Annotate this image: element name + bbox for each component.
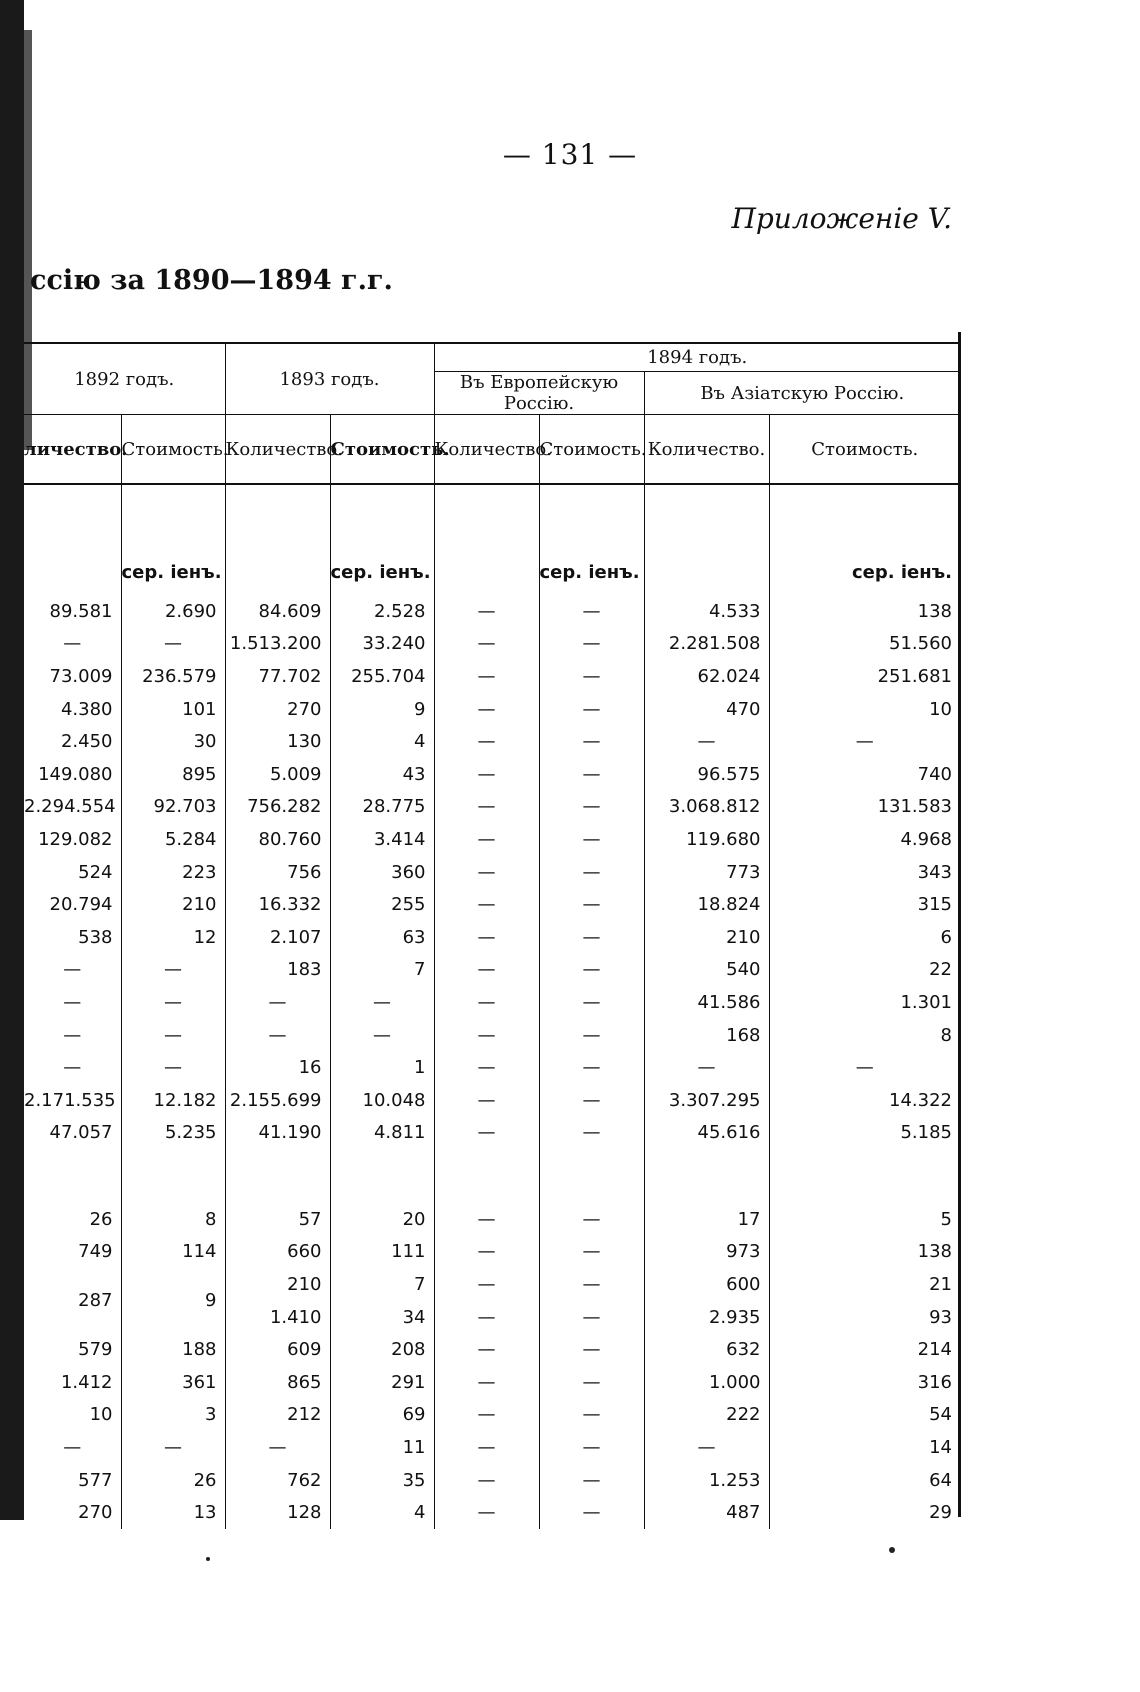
table-cell: — [539, 1333, 644, 1366]
table-cell: 63 [330, 921, 434, 954]
table-cell: 4.380 [60, 698, 113, 720]
table-cell: 16.332 [225, 888, 330, 921]
table-cell: 2.528 [330, 595, 434, 628]
table-row [24, 888, 960, 921]
table-cell [225, 484, 330, 595]
table-cell: 35 [330, 1464, 434, 1497]
unit-row [24, 484, 960, 595]
table-cell: 80.760 [225, 823, 330, 856]
table-cell: 101 [121, 693, 225, 726]
table-cell: — [539, 1301, 644, 1334]
table-cell: 1 [330, 1051, 434, 1084]
table-cell: — [121, 628, 225, 661]
table-cell: — [434, 921, 539, 954]
table-cell: — [539, 1019, 644, 1052]
table-cell: 93 [769, 1301, 960, 1334]
table-cell: — [63, 1057, 82, 1079]
table-cell: 131.583 [769, 791, 960, 824]
table-cell [225, 1149, 330, 1203]
table-cell: 84.609 [225, 595, 330, 628]
table-row [24, 693, 960, 726]
table-row [24, 758, 960, 791]
table-cell: — [644, 1051, 769, 1084]
header-1894: 1894 годъ. [434, 343, 960, 372]
table-cell: 210 [644, 921, 769, 954]
table-row [24, 1496, 960, 1529]
table-cell: 54 [769, 1399, 960, 1432]
table-cell: 43 [330, 758, 434, 791]
spacer-row [24, 1149, 960, 1203]
table-cell: — [434, 791, 539, 824]
table-cell: — [330, 1019, 434, 1052]
table-cell: 77.702 [225, 660, 330, 693]
table-cell: 251.681 [769, 660, 960, 693]
table-cell: — [539, 1084, 644, 1117]
table-cell: 119.680 [644, 823, 769, 856]
table-row [24, 1431, 960, 1464]
table-cell: 632 [644, 1333, 769, 1366]
table-cell: 255.704 [330, 660, 434, 693]
table-cell: 92.703 [121, 791, 225, 824]
table-cell: 5.284 [121, 823, 225, 856]
table-cell: 28.775 [330, 791, 434, 824]
table-cell: 4.533 [644, 595, 769, 628]
table-cell: 1.253 [644, 1464, 769, 1497]
table-cell: 208 [330, 1333, 434, 1366]
table-right-border [958, 332, 961, 1517]
col-header: Количество. [644, 415, 769, 485]
table-cell: 756 [225, 856, 330, 889]
col-header: Стоимость. [330, 415, 434, 485]
table-row [24, 856, 960, 889]
table-cell: 973 [644, 1236, 769, 1269]
table-cell: 214 [769, 1333, 960, 1366]
table-cell: — [434, 1399, 539, 1432]
col-header: Стоимость. [539, 415, 644, 485]
table-cell: — [434, 856, 539, 889]
table-cell: — [539, 1236, 644, 1269]
table-cell: 26 [89, 1208, 113, 1230]
unit-label: сер. іенъ. [330, 484, 434, 595]
table-cell: 524 [78, 861, 113, 883]
table-cell [434, 1149, 539, 1203]
table-cell: 30 [121, 725, 225, 758]
table-cell: — [434, 1051, 539, 1084]
table-cell: 609 [225, 1333, 330, 1366]
table-cell: 255 [330, 888, 434, 921]
table-cell: 10.048 [330, 1084, 434, 1117]
table-cell: 315 [769, 888, 960, 921]
table-row [24, 628, 960, 661]
table-cell: 1.301 [769, 986, 960, 1019]
table-cell: — [434, 1301, 539, 1334]
table-cell: 96.575 [644, 758, 769, 791]
table-cell: — [434, 1366, 539, 1399]
table-cell: 57 [225, 1203, 330, 1236]
table-cell: — [539, 660, 644, 693]
table-cell: — [539, 791, 644, 824]
table-cell: 64 [769, 1464, 960, 1497]
table-cell: 212 [225, 1399, 330, 1432]
table-row [24, 1236, 960, 1269]
table-row [24, 791, 960, 824]
table-cell: 773 [644, 856, 769, 889]
table-cell: 12 [121, 921, 225, 954]
table-cell: — [769, 725, 960, 758]
table-cell: 114 [121, 1236, 225, 1269]
table-cell: 865 [225, 1366, 330, 1399]
col-header: личество. [24, 415, 121, 485]
table-cell: 291 [330, 1366, 434, 1399]
table-row [24, 725, 960, 758]
table-cell: 4 [330, 1496, 434, 1529]
table-cell: 1.410 [225, 1301, 330, 1334]
table-cell: 138 [769, 1236, 960, 1269]
table-cell: 89.581 [49, 600, 113, 622]
table-cell: — [539, 693, 644, 726]
table-cell: — [434, 1464, 539, 1497]
table-cell: 9 [121, 1268, 225, 1333]
table-cell: 749 [78, 1241, 113, 1263]
header-row-years [24, 343, 960, 372]
table-cell [644, 1149, 769, 1203]
table-cell: — [330, 986, 434, 1019]
table-cell: 762 [225, 1464, 330, 1497]
table-cell: 5.235 [121, 1117, 225, 1150]
table-cell: 2.690 [121, 595, 225, 628]
table-cell: 11 [330, 1431, 434, 1464]
table-cell: 12.182 [121, 1084, 225, 1117]
unit-label: сер. іенъ. [121, 484, 225, 595]
table-cell: — [434, 595, 539, 628]
table-cell: — [539, 1051, 644, 1084]
table-row [24, 1268, 960, 1301]
table-cell: — [434, 725, 539, 758]
table-cell: 6 [769, 921, 960, 954]
table-cell: — [434, 1117, 539, 1150]
binding-edge-shadow [0, 0, 24, 1520]
table-row [24, 1399, 960, 1432]
table-row [24, 1117, 960, 1150]
print-speck [206, 1557, 210, 1561]
table-cell: — [434, 1236, 539, 1269]
table-cell: 270 [225, 693, 330, 726]
table-cell: 34 [330, 1301, 434, 1334]
header-1892: 1892 годъ. [24, 343, 225, 415]
table-cell: — [121, 1431, 225, 1464]
col-header: Количество. [434, 415, 539, 485]
table-row [24, 986, 960, 1019]
table-cell: — [434, 954, 539, 987]
table-row [24, 921, 960, 954]
table-cell: 538 [78, 926, 113, 948]
table-cell: 41.586 [644, 986, 769, 1019]
table-cell: 1.412 [60, 1371, 113, 1393]
table-cell: 129.082 [38, 828, 113, 850]
table-cell: 577 [78, 1469, 113, 1491]
table-cell: 51.560 [769, 628, 960, 661]
table-cell: 7 [330, 1268, 434, 1301]
table-cell: 10 [89, 1404, 113, 1426]
table-cell: 111 [330, 1236, 434, 1269]
table-cell: 3.414 [330, 823, 434, 856]
table-row [24, 1051, 960, 1084]
table-cell: — [434, 1268, 539, 1301]
table-cell: 360 [330, 856, 434, 889]
page-number: — 131 — [502, 138, 638, 171]
table-cell: 62.024 [644, 660, 769, 693]
table-cell: 41.190 [225, 1117, 330, 1150]
table-cell: — [644, 725, 769, 758]
table-cell: — [539, 954, 644, 987]
table-cell: 660 [225, 1236, 330, 1269]
table-cell: — [121, 986, 225, 1019]
table-cell: 16 [225, 1051, 330, 1084]
table-cell: — [539, 595, 644, 628]
table-cell: 47.057 [49, 1122, 113, 1144]
table-cell: 600 [644, 1268, 769, 1301]
table-cell: — [434, 693, 539, 726]
table-row [24, 1019, 960, 1052]
table-cell: — [121, 1051, 225, 1084]
table-cell: 14 [769, 1431, 960, 1464]
table-cell: 3.307.295 [644, 1084, 769, 1117]
table-cell: 740 [769, 758, 960, 791]
table-cell: — [434, 1203, 539, 1236]
table-cell: — [539, 823, 644, 856]
table-cell: 5.009 [225, 758, 330, 791]
table-cell: — [63, 1437, 82, 1459]
header-european-russia: Въ Европейскую Россію. [434, 372, 644, 415]
table-cell: 343 [769, 856, 960, 889]
table-cell: 33.240 [330, 628, 434, 661]
table-cell: — [539, 1431, 644, 1464]
table-row [24, 1366, 960, 1399]
table-cell [330, 1149, 434, 1203]
table-cell: 8 [121, 1203, 225, 1236]
table-cell: — [434, 1496, 539, 1529]
table-cell: — [434, 823, 539, 856]
table-cell: — [539, 1464, 644, 1497]
table-cell: — [539, 1399, 644, 1432]
print-speck [889, 1547, 895, 1553]
table-cell: — [539, 1496, 644, 1529]
table-cell: 17 [644, 1203, 769, 1236]
table-cell: 5.185 [769, 1117, 960, 1150]
table-cell: 10 [769, 693, 960, 726]
col-header: Стоимость. [121, 415, 225, 485]
table-cell: — [434, 758, 539, 791]
table-cell: 2.281.508 [644, 628, 769, 661]
table-cell: — [434, 888, 539, 921]
table-cell: — [63, 1024, 82, 1046]
table-cell: 183 [225, 954, 330, 987]
table-cell: 9 [330, 693, 434, 726]
table-cell: 223 [121, 856, 225, 889]
table-cell: 287 [78, 1290, 113, 1312]
table-cell [121, 1149, 225, 1203]
table-cell: 21 [769, 1268, 960, 1301]
table-cell: — [539, 1366, 644, 1399]
table-cell: — [434, 1084, 539, 1117]
table-cell: 236.579 [121, 660, 225, 693]
table-cell: — [644, 1431, 769, 1464]
table-cell: 316 [769, 1366, 960, 1399]
table-cell [24, 484, 121, 595]
table-cell: — [539, 888, 644, 921]
table-cell: 8 [769, 1019, 960, 1052]
table-row [24, 660, 960, 693]
table-cell: 2.171.535 [24, 1089, 116, 1111]
table-row [24, 1084, 960, 1117]
table-cell: 1.513.200 [225, 628, 330, 661]
table-row [24, 954, 960, 987]
table-cell: — [539, 986, 644, 1019]
table-cell: — [121, 954, 225, 987]
table-cell: — [434, 1431, 539, 1464]
table-cell [434, 484, 539, 595]
table-cell: 188 [121, 1333, 225, 1366]
table-cell: — [63, 633, 82, 655]
table-cell: 4.811 [330, 1117, 434, 1150]
unit-label: сер. іенъ. [539, 484, 644, 595]
table-cell: 45.616 [644, 1117, 769, 1150]
table-cell: 210 [225, 1268, 330, 1301]
table-cell: — [539, 628, 644, 661]
header-asiatic-russia: Въ Азіатскую Россію. [644, 372, 960, 415]
table-cell: — [539, 1117, 644, 1150]
table-cell: 22 [769, 954, 960, 987]
header-row-columns [24, 415, 960, 485]
table-cell: — [539, 1203, 644, 1236]
table-cell: — [434, 660, 539, 693]
table-cell: 138 [769, 595, 960, 628]
table-cell [24, 1149, 121, 1203]
table-cell: 3.068.812 [644, 791, 769, 824]
table-cell: — [434, 628, 539, 661]
table-cell [769, 1149, 960, 1203]
table-cell: 73.009 [49, 665, 113, 687]
table-row [24, 595, 960, 628]
table-cell [644, 484, 769, 595]
table-cell: 2.155.699 [225, 1084, 330, 1117]
table-cell: — [769, 1051, 960, 1084]
unit-label: сер. іенъ. [769, 484, 960, 595]
table-cell: — [539, 725, 644, 758]
table-cell: — [539, 1268, 644, 1301]
table-cell: 4 [330, 725, 434, 758]
table-cell: 13 [121, 1496, 225, 1529]
table-row [24, 1203, 960, 1236]
table-cell: 487 [644, 1496, 769, 1529]
table-cell: — [225, 1431, 330, 1464]
table-cell: 7 [330, 954, 434, 987]
table-cell: 756.282 [225, 791, 330, 824]
table-cell: — [225, 986, 330, 1019]
table-row [24, 1333, 960, 1366]
table-cell: 128 [225, 1496, 330, 1529]
table-cell: 14.322 [769, 1084, 960, 1117]
table-cell: 210 [121, 888, 225, 921]
table-cell: 2.935 [644, 1301, 769, 1334]
table-cell: 579 [78, 1339, 113, 1361]
table-cell: — [434, 1333, 539, 1366]
table-row [24, 823, 960, 856]
col-header: Стоимость. [769, 415, 960, 485]
table-cell: 895 [121, 758, 225, 791]
table-cell: 2.107 [225, 921, 330, 954]
appendix-label: Приложеніе V. [731, 202, 952, 235]
table-cell: 540 [644, 954, 769, 987]
table-cell: 29 [769, 1496, 960, 1529]
table-cell [539, 1149, 644, 1203]
table-cell: — [434, 986, 539, 1019]
table-cell: 270 [78, 1502, 113, 1524]
table-cell: 1.000 [644, 1366, 769, 1399]
table-cell: 222 [644, 1399, 769, 1432]
table-caption: ссію за 1890—1894 г.г. [30, 265, 393, 296]
table-cell: 2.450 [60, 731, 113, 753]
table-cell: — [539, 856, 644, 889]
table-cell: 26 [121, 1464, 225, 1497]
table-cell: — [121, 1019, 225, 1052]
table-cell: — [434, 1019, 539, 1052]
col-header: Количество. [225, 415, 330, 485]
table-cell: — [225, 1019, 330, 1052]
table-cell: 20.794 [49, 894, 113, 916]
header-1893: 1893 годъ. [225, 343, 434, 415]
table-cell: 18.824 [644, 888, 769, 921]
table-cell: — [63, 991, 82, 1013]
table-row [24, 1464, 960, 1497]
table-cell: 130 [225, 725, 330, 758]
table-cell: 5 [769, 1203, 960, 1236]
export-statistics-table [24, 342, 960, 1529]
table-cell: 4.968 [769, 823, 960, 856]
table-cell: — [539, 921, 644, 954]
table-cell: 470 [644, 693, 769, 726]
table-cell: — [63, 959, 82, 981]
table-cell: 361 [121, 1366, 225, 1399]
table-cell: 149.080 [38, 763, 113, 785]
table-cell: 168 [644, 1019, 769, 1052]
table-cell: 2.294.554 [24, 796, 116, 818]
table-cell: 3 [121, 1399, 225, 1432]
table-cell: — [539, 758, 644, 791]
table-cell: 20 [330, 1203, 434, 1236]
table-cell: 69 [330, 1399, 434, 1432]
